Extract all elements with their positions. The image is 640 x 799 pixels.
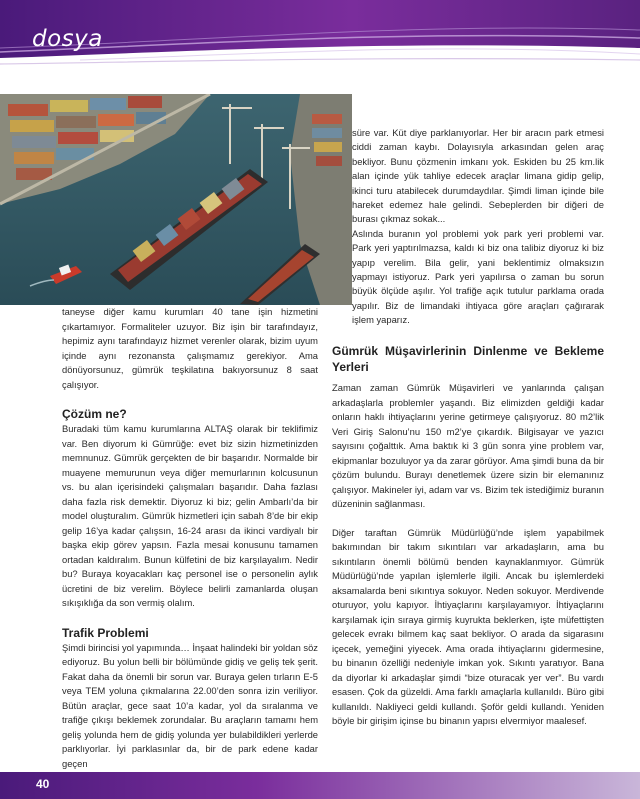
paragraph: Zaman zaman Gümrük Müşavirleri ve yanlarında çalışan arkadaşlarla problemler yaşandı. Biz elimizden geldiği kadar onların haklı ihtiyaçlarını yerine getirmeye çalışıyoruz. 80 m2’lik Veri Giriş Salonu’nu 150 m2’ye çıkardık. Bilgisayar ve yazıcı sayısını çoğalttık. Ama baktık ki 3 gün sonra yine problem var, ekipmanlar bozuluyor ya da zarar görüyor. Ama şimdi buna da bir çözüm bulundu. Burayı denetlemek üzere sizin bir elemanınız çalışıyor. Makineler iyi, adam var vs. Bizim tek istediğimiz buranın düzeninin sağlanması. — [332, 382, 604, 509]
footer-gradient — [0, 772, 640, 799]
paragraph: Diğer taraftan Gümrük Müdürlüğü’nde işlem yapabilmek bakımından bir takım sıkıntıları var arkadaşların, ama bu sıkıntıların önemli bölümü benden kaynaklanmıyor. Gümrük Müdürlüğü’nde yapılan işlemlerle ilgili. Ancak bu işlemlerdeki aksamalarda beni sıkıntıya sokuyor. Neden sokuyor. Merdivende oturuyor, yolu kapıyor. İhtiyaçlarını karşılayamıyor. İhtiyaçlarını karşılamak için sıraya girmiş kuyrukta beklerken, işte müfettişten gelecek evrakı bilmem kaç saat bekliyor. O arada da sigarasını içecek, yemeğini yiyecek. Ama orada ihtiyaçlarını gidermesine, bu binanın özelliği nedeniyle imkan yok. Sıkıntı yaratıyor. Bana da diyorlar ki arkadaşlar şimdi “bize oturacak yer ver”. Bu vardı esasen. Çok da güzeldi. Ama farklı amaçlarla kullanıldı. Büro gibi kullanıldı. Nakliyeci geldi kullandı. Şoför geldi kullandı. Yeniden böyle bir girişim içinse bu binanın yapısı elvermiyor maalesef. — [332, 526, 604, 726]
heading-cozum-ne: Çözüm ne? — [62, 407, 127, 421]
right-wrap-text — [352, 126, 604, 328]
section-title: dosya — [32, 26, 103, 52]
paragraph: Şimdi birincisi yol yapımında… İnşaat halindeki bir yoldan söz ediyoruz. Bu yolun belli bir bölümünde gidiş ve geliş tek şerit. Fakat daha da önemli bir sorun var. Buraya gelen tırların E-5 veya TEM yoluna çıkmalarına 22.00’den sonra izin veriliyor. Bütün araçlar, gece saat 10’a kadar, yol da sıralanma ve trafiğe çıkışı beklemek zorundalar. Bu araçların tamamı hem geliş yolunda hem de gidiş yolunda yer bulabildikleri yerlerde parklıyorlar. İyi parklasınlar da, bir de park edene kadar geçen — [62, 641, 318, 769]
page-number: 40 — [36, 777, 50, 791]
container-port-photo — [0, 94, 352, 305]
paragraph: Aslında buranın yol problemi yok park yeri problemi var. Park yeri yaptırılmazsa, kaldı ki biz ona talibiz diyoruz ki biz yapıp verelim. Bila gelir, yani beklentimiz olmaksızın yapmayı istiyoruz. Park yeri yapılırsa o zaman bu sorun büyük ölçüde aşılır. Yol trafiğe açık tutulur parklama orada yapılır. Biz de limandaki ihtiyaca göre araçları çağırarak işlem yaparız. — [352, 227, 604, 326]
right-column — [332, 343, 604, 729]
header-banner — [0, 0, 640, 70]
intro-paragraph: taneyse diğer kamu kurumları 40 tane işin hizmetini çıkartamıyor. Formaliteler uzuyor. Biz işin bir tarafındayız, hepimiz aynı tarafındayız hizmet verenler olarak, bizim uyum içinde aynı rezonansta çalışmamız gerekiyor. Ama dönüyorsunuz, gümrük teşkilatına bakıyorsunuz 8 saat çalışıyor. — [62, 306, 318, 390]
heading-trafik-problemi: Trafik Problemi — [62, 625, 149, 640]
heading-gumruk-musavirleri: Gümrük Müşavirlerinin Dinlenme ve Bekleme Yerleri — [332, 344, 604, 374]
paragraph: Buradaki tüm kamu kurumlarına ALTAŞ olarak bir teklifimiz var. Ben diyorum ki Gümrüğe: evet biz sizin hizmetinizden memnunuz. Gümrük gerçekten de bir başarıdır. Normalde bir muayene memurunun veya diğer memurlarının kolcusunun vs. bu alan içerisindeki çalışmaları başarıdır. Daha fazlası daha fazla risk demektir. Diyoruz ki biz; gelin Ambarlı’da bir model oluşturalım. Gümrük hizmetleri için sabah 8’de bir ekip gelip 16’ya kadar çalışsın, 16-24 arası da ikinci vardiyalı bir başka ekip görev yapsın. Fazla mesai konusunu tamamen ortadan kaldıralım. Bunun külfetini de biz karşılayalım. Nedir bu? Buraya koyacakları kaç personel ise o personelin aylık ücretini de biz verelim. Böylece belirli zamanlarda oluşan sıkışıklığa da son vermiş olalım. — [62, 423, 318, 608]
left-column — [62, 305, 318, 771]
paragraph: süre var. Küt diye parklanıyorlar. Her bir aracın park etmesi ciddi zaman kaybı. Dolayısıyla arkasından gelen araç bekliyor. Bunu çözmenin imkanı yok. Eskiden bu 25 km.lik alan içinde yük tahliye edecek araçlar limana gidip gelip, ikinci turu atabilecek durumdaydılar. Şimdi liman içinde bile hareket edemez hale gelindi. Sebeplerden bir diğeri de burası çıkmaz sokak... — [352, 127, 604, 225]
container-port-aerial-photo-icon — [0, 94, 352, 305]
footer-bar — [0, 772, 640, 799]
